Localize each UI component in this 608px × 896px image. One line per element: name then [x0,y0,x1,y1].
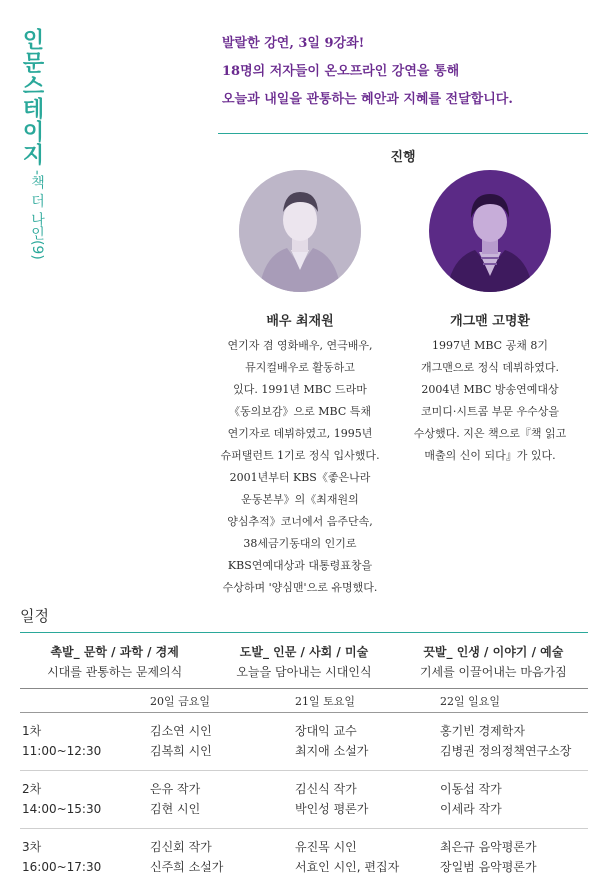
speaker-cell [440,779,588,828]
theme-row [20,642,588,682]
speaker: 장일범 음악평론가 [440,860,537,874]
intro-line-1: 발랄한 강연, 3일 9강좌! [222,36,365,51]
schedule-heading: 일정 [20,607,49,625]
header-day-1: 20일 금요일 [150,695,210,708]
event-subtitle: -책 더 나인(9) [29,170,45,260]
theme-name: 끗발_ 인생 / 이야기 / 예술 [423,645,564,659]
speaker: 김병권 정의정책연구소장 [440,744,572,758]
theme-desc: 오늘을 담아내는 시대인식 [236,665,372,679]
theme-desc: 시대를 관통하는 문제의식 [47,665,183,679]
speaker: 김복희 시인 [150,744,212,758]
hosts-heading: 진행 [390,150,416,165]
speaker: 김소연 시인 [150,724,212,738]
speaker-cell [295,779,440,828]
speaker: 최지애 소설가 [295,744,369,758]
table-row [20,770,588,828]
speaker-cell [150,721,295,770]
table-header [20,690,588,712]
host-card-ko [400,170,580,467]
session-cell [20,837,150,886]
speaker: 김신회 작가 [150,840,212,854]
speaker-cell [295,721,440,770]
host-name: 배우 최재원 [266,314,334,329]
intro-line-2: 18명의 저자들이 온오프라인 강연을 통해 [222,64,460,79]
theme-name: 촉발_ 문학 / 과학 / 경제 [50,645,179,659]
speaker: 홍기빈 경제학자 [440,724,525,738]
speaker: 김신식 작가 [295,782,357,796]
vertical-title [16,28,47,260]
divider [218,133,588,134]
host-portrait-image [429,170,551,292]
session-cell [20,721,150,770]
schedule-table [20,690,588,886]
session-time: 14:00~15:30 [22,802,102,816]
speaker: 신주희 소설가 [150,860,224,874]
host-name: 개그맨 고명환 [450,314,530,329]
speaker: 유진목 시인 [295,840,357,854]
host-portrait-image [239,170,361,292]
speaker: 김현 시인 [150,802,201,816]
speaker: 장대익 교수 [295,724,357,738]
theme-1 [20,642,209,682]
divider [20,688,588,689]
speaker-cell [150,837,295,886]
session-label: 1차 [22,724,42,738]
session-cell [20,779,150,828]
speaker: 은유 작가 [150,782,201,796]
event-title: 인문스테이지 [19,28,44,166]
session-label: 2차 [22,782,42,796]
speaker-cell [440,721,588,770]
table-row [20,712,588,770]
speaker: 이동섭 작가 [440,782,502,796]
speaker: 서효인 시인, 편집자 [295,860,400,874]
host-bio: 1997년 MBC 공채 8기 개그맨으로 정식 데뷔하였다. 2004년 MBC 방송연예대상 코미디·시트콤 부문 우수상을 수상했다. 지은 책으로『책 읽고 매출의 신이 되다』가 있다. [413,339,567,462]
host-card-choi [210,170,390,599]
intro-line-3: 오늘과 내일을 관통하는 혜안과 지혜를 전달합니다. [222,92,513,107]
session-label: 3차 [22,840,42,854]
session-time: 11:00~12:30 [22,744,102,758]
header-day-2: 21일 토요일 [295,695,355,708]
speaker-cell [150,779,295,828]
theme-3 [399,642,588,682]
theme-name: 도발_ 인문 / 사회 / 미술 [239,645,369,659]
speaker: 박인성 평론가 [295,802,369,816]
speaker: 이세라 작가 [440,802,502,816]
header-day-3: 22일 일요일 [440,695,500,708]
speaker: 최은규 음악평론가 [440,840,537,854]
divider [20,632,588,633]
host-bio: 연기자 겸 영화배우, 연극배우, 뮤지컬배우로 활동하고 있다. 1991년 MBC 드라마 《동의보감》으로 MBC 특채 연기자로 데뷔하였고, 1995년 슈퍼탤런트 1기로 정식 입사했다. 2001년부터 KBS《좋은나라 운동본부》의《최재원의 양심추적》코너에서 음주단속, 38세금기동대의 인기로 KBS연예대상과 대통령표창을 수상하며 '양심맨'으로 유명했다. [220,339,380,594]
speaker-cell [295,837,440,886]
intro-text [222,30,592,114]
theme-desc: 기세를 이끌어내는 마음가짐 [419,665,567,679]
theme-2 [209,642,398,682]
speaker-cell [440,837,588,886]
session-time: 16:00~17:30 [22,860,102,874]
table-row [20,828,588,886]
